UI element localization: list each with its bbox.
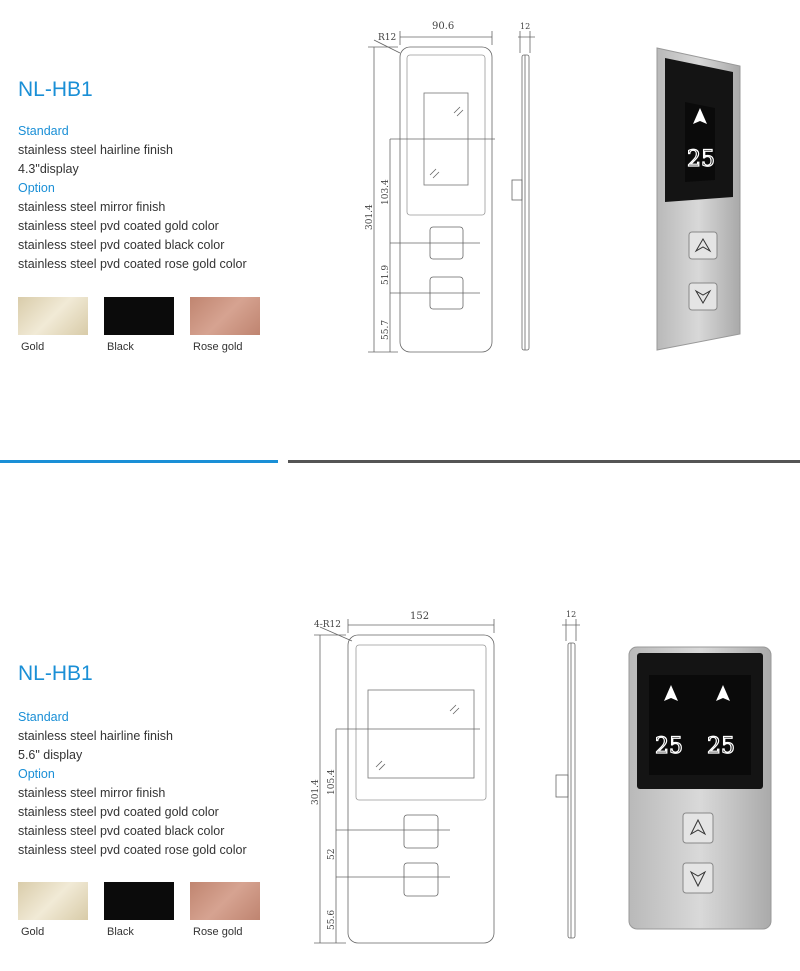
swatch-label: Rose gold: [193, 926, 243, 938]
dim-c: 55.7: [381, 319, 391, 340]
dim-depth: 12: [566, 610, 577, 619]
swatch-label: Black: [107, 926, 134, 938]
dim-height: 301.4: [365, 204, 375, 230]
dim-a: 103.4: [381, 179, 391, 205]
option-item: stainless steel pvd coated rose gold color: [18, 257, 247, 271]
dim-b: 52: [327, 848, 337, 860]
black-swatch: [104, 297, 174, 335]
product-title: NL-HB1: [18, 662, 93, 685]
gold-swatch: [18, 882, 88, 920]
floor-display-left: 25: [655, 734, 683, 759]
call-down-button[interactable]: [683, 863, 713, 893]
option-item: stainless steel pvd coated gold color: [18, 219, 219, 233]
section-divider-accent: [0, 460, 278, 463]
option-item: stainless steel pvd coated gold color: [18, 805, 219, 819]
dim-width: 152: [410, 611, 430, 622]
gold-swatch: [18, 297, 88, 335]
call-up-button[interactable]: [683, 813, 713, 843]
rose-gold-swatch: [190, 882, 260, 920]
dim-radius: R12: [378, 33, 397, 43]
option-item: stainless steel mirror finish: [18, 786, 166, 800]
section-divider: [288, 460, 800, 463]
option-item: stainless steel pvd coated black color: [18, 238, 225, 252]
dim-depth: 12: [520, 22, 531, 31]
swatch-label: Gold: [21, 341, 45, 353]
call-up-button[interactable]: [689, 232, 717, 259]
standard-item: 4.3"display: [18, 162, 79, 176]
standard-label: Standard: [18, 124, 69, 138]
technical-drawing-front: [300, 605, 600, 950]
dim-b: 51.9: [381, 264, 391, 285]
call-down-button[interactable]: [689, 283, 717, 310]
dim-radius: 4-R12: [314, 620, 341, 630]
standard-item: stainless steel hairline finish: [18, 143, 173, 157]
option-item: stainless steel mirror finish: [18, 200, 166, 214]
dim-c: 55.6: [327, 909, 337, 930]
option-label: Option: [18, 767, 55, 781]
floor-display-right: 25: [707, 734, 735, 759]
technical-drawing-front: [360, 15, 560, 360]
dim-width: 90.6: [432, 21, 455, 32]
standard-item: stainless steel hairline finish: [18, 729, 173, 743]
black-swatch: [104, 882, 174, 920]
panel-render: [625, 645, 775, 935]
swatch-label: Gold: [21, 926, 45, 938]
standard-label: Standard: [18, 710, 69, 724]
dim-height: 301.4: [311, 779, 321, 805]
swatch-label: Black: [107, 341, 134, 353]
option-item: stainless steel pvd coated rose gold color: [18, 843, 247, 857]
dim-a: 105.4: [327, 769, 337, 795]
swatch-label: Rose gold: [193, 341, 243, 353]
standard-item: 5.6" display: [18, 748, 83, 762]
product-title: NL-HB1: [18, 78, 93, 101]
rose-gold-swatch: [190, 297, 260, 335]
option-item: stainless steel pvd coated black color: [18, 824, 225, 838]
option-label: Option: [18, 181, 55, 195]
panel-render: [645, 42, 755, 357]
floor-display: 25: [687, 147, 715, 172]
